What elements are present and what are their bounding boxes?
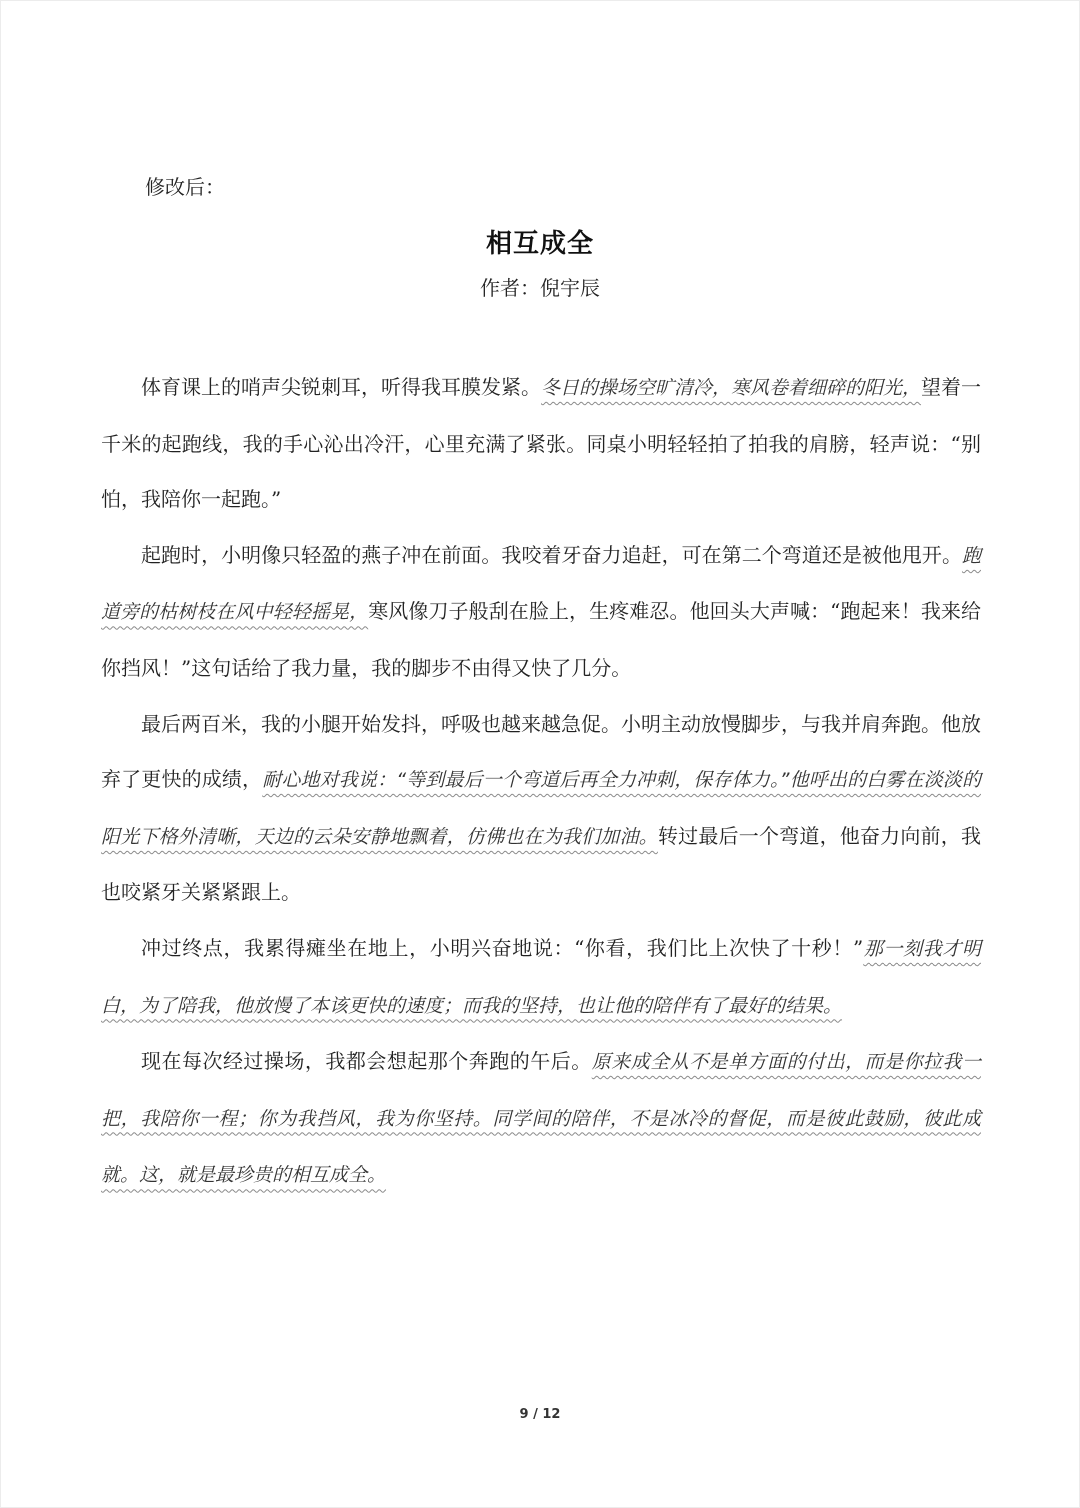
paragraph-2 [101, 528, 981, 697]
paragraph-text: 冲过终点，我累得瘫坐在地上，小明兴奋地说：“你看，我们比上次快了十秒！” [141, 935, 864, 960]
highlighted-revision: 跑道旁的枯树枝在风中轻轻摇晃， [101, 544, 981, 624]
paragraph-text: 望着一千米的起跑线，我的手心沁出冷汗，心里充满了紧张。同桌小明轻轻拍了拍我的肩膀，轻声说：“别怕，我陪你一起跑。” [101, 375, 982, 512]
revision-label: 修改后： [145, 175, 225, 199]
paragraph-text: 体育课上的哨声尖锐刺耳，听得我耳膜发紧。 [141, 375, 541, 399]
paragraph-text: 最后两百米，我的小腿开始发抖，呼吸也越来越急促。小明主动放慢脚步，与我并肩奔跑。他放弃了更快的成绩， [101, 711, 981, 792]
paragraph-text: 起跑时，小明像只轻盈的燕子冲在前面。我咬着牙奋力追赶，可在第二个弯道还是被他甩开。 [141, 542, 962, 567]
page-number: 9 / 12 [519, 1407, 561, 1422]
author-line: 作者：倪宇辰 [480, 276, 600, 300]
paragraph-text: 现在每次经过操场，我都会想起那个奔跑的午后。 [141, 1049, 592, 1074]
paragraph-5 [101, 1034, 981, 1204]
highlighted-revision: 耐心地对我说：“等到最后一个弯道后再全力冲刺，保存体力。”他呼出的白雾在淡淡的阳光下格外清晰，天边的云朵安静地飘着，仿佛也在为我们加油。 [101, 769, 981, 848]
highlighted-revision: 冬日的操场空旷清冷，寒风卷着细碎的阳光， [541, 377, 922, 399]
paragraph-1 [101, 360, 981, 528]
essay-body [101, 360, 981, 1204]
highlighted-revision: 原来成全从不是单方面的付出，而是你拉我一把，我陪你一程；你为我挡风，我为你坚持。同学间的陪伴，不是冰冷的督促，而是彼此鼓励，彼此成就。这，就是最珍贵的相互成全。 [101, 1051, 981, 1187]
paragraph-3 [101, 697, 981, 921]
paragraph-text: 寒风像刀子般刮在脸上，生疼难忍。他回头大声喊：“跑起来！我来给你挡风！”这句话给了我力量，我的脚步不由得又快了几分。 [101, 599, 981, 680]
paragraph-4 [101, 921, 981, 1034]
paragraph-text: 转过最后一个弯道，他奋力向前，我也咬紧牙关紧紧跟上。 [101, 823, 982, 905]
essay-title: 相互成全 [485, 229, 594, 259]
highlighted-revision: 那一刻我才明白，为了陪我，他放慢了本该更快的速度；而我的坚持，也让他的陪伴有了最好的结果。 [101, 937, 981, 1017]
